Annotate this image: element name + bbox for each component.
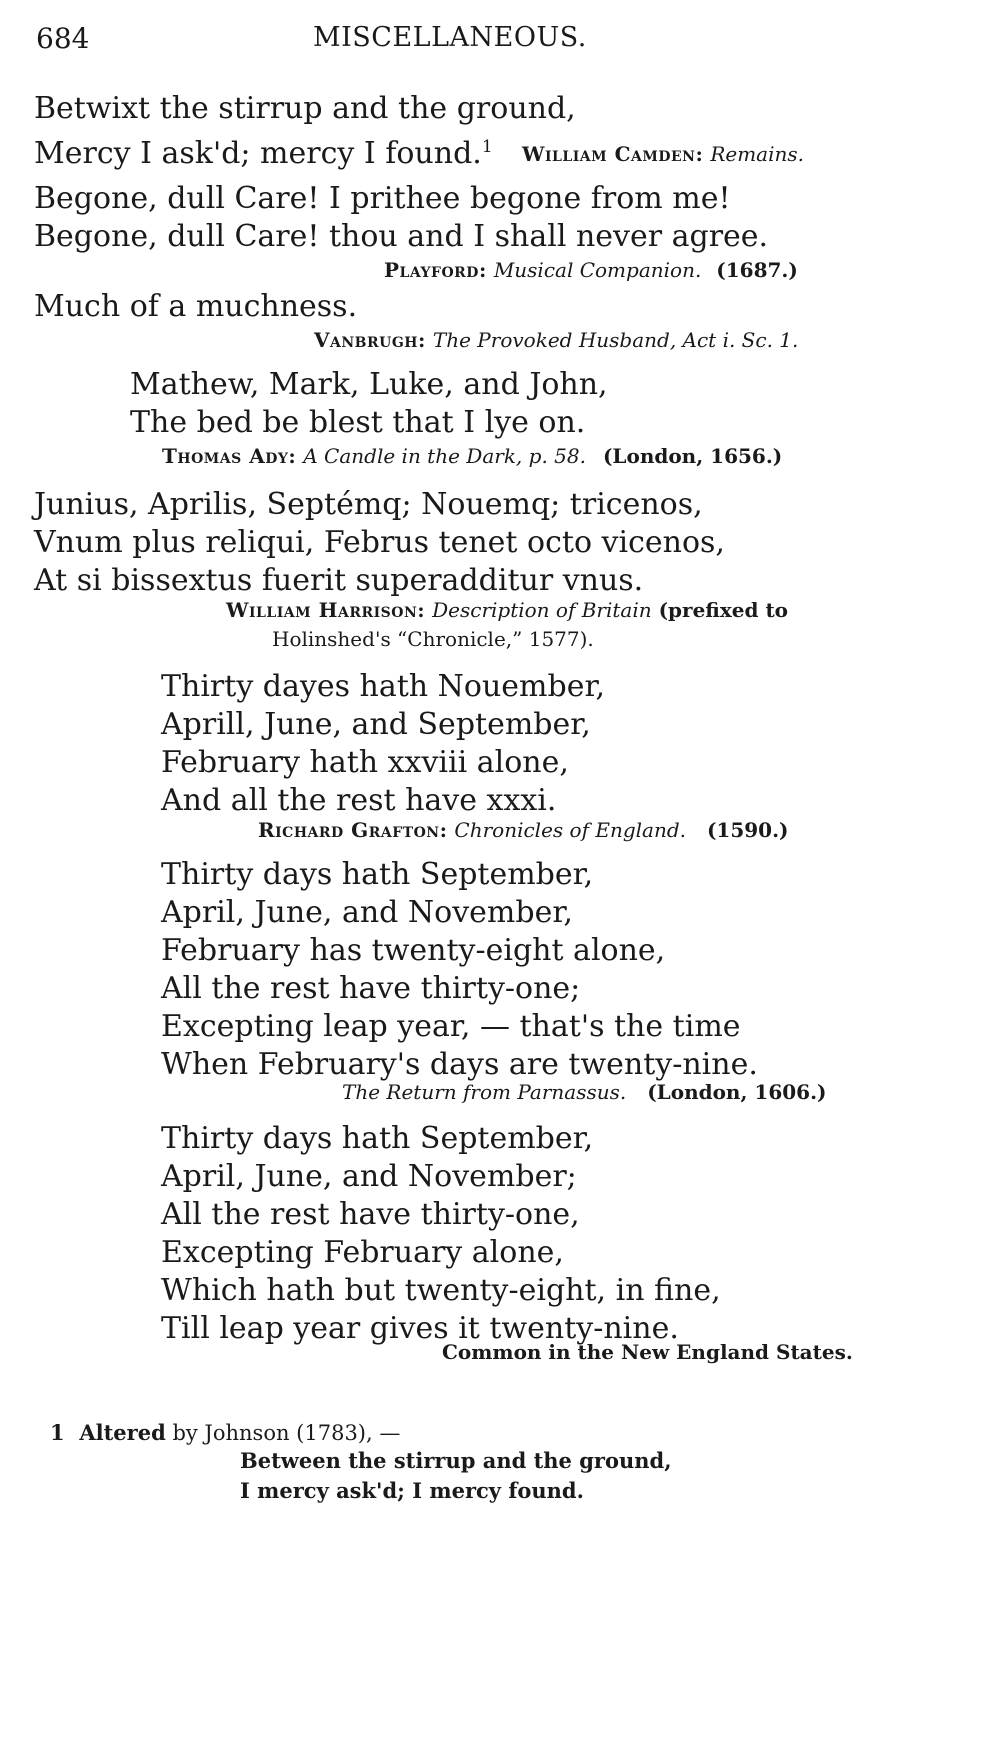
quotation-block — [34, 288, 357, 326]
citation-author: William Camden: — [522, 142, 704, 166]
citation-work: Remains. — [710, 142, 804, 166]
verse-line: February hath xxviii alone, — [161, 745, 569, 780]
verse-line: All the rest have thirty-one; — [161, 971, 581, 1006]
footnote-line: I mercy ask'd; I mercy found. — [240, 1478, 584, 1503]
verse-line: Begone, dull Care! I prithee begone from me! — [34, 181, 731, 216]
quotation-block — [130, 366, 608, 442]
citation-author: Vanbrugh: — [314, 328, 426, 352]
citation-work: Musical Companion. — [493, 258, 702, 282]
footnote — [50, 1420, 400, 1445]
verse-line — [34, 128, 576, 173]
citation-continuation: Holinshed's “Chronicle,” 1577). — [272, 627, 594, 651]
citation-date: (London, 1656.) — [602, 444, 783, 468]
verse-line: April, June, and November, — [161, 895, 573, 930]
citation-author: Thomas Ady: — [162, 444, 297, 468]
citation-date: (1590.) — [706, 818, 789, 842]
verse-line: The bed be blest that I lye on. — [130, 405, 586, 440]
verse-line: Begone, dull Care! thou and I shall never agree. — [34, 219, 769, 254]
verse-line: Aprill, June, and September, — [161, 707, 591, 742]
verse-line: Thirty days hath September, — [161, 857, 594, 892]
verse-line: At si bissextus fuerit superadditur vnus. — [34, 563, 644, 598]
verse-line: Till leap year gives it twenty-nine. — [161, 1311, 679, 1346]
footnote-text: by Johnson (1783), — — [172, 1421, 401, 1445]
verse-line: Thirty days hath September, — [161, 1121, 594, 1156]
citation-work: The Return from Parnassus. — [342, 1080, 627, 1104]
verse-line: All the rest have thirty-one, — [161, 1197, 580, 1232]
citation-note: (prefixed to — [658, 598, 789, 622]
page-number: 684 — [36, 22, 90, 55]
verse-line: April, June, and November; — [161, 1159, 577, 1194]
verse-line: Mathew, Mark, Luke, and John, — [130, 367, 608, 402]
verse-line: Excepting February alone, — [161, 1235, 564, 1270]
citation — [384, 258, 798, 282]
verse-line: Excepting leap year, — that's the time — [161, 1009, 741, 1044]
footnote-lead: Altered — [79, 1420, 166, 1445]
verse-line: February has twenty-eight alone, — [161, 933, 666, 968]
citation — [162, 444, 782, 468]
citation-author: William Harrison: — [226, 598, 426, 622]
citation — [522, 142, 804, 166]
running-title: MISCELLANEOUS. — [313, 22, 587, 53]
footnote-quote — [240, 1446, 672, 1506]
citation-author: Playford: — [384, 258, 487, 282]
citation-work: Chronicles of England. — [454, 818, 686, 842]
verse-line: Which hath but twenty-eight, in fine, — [161, 1273, 721, 1308]
citation — [342, 1080, 827, 1104]
verse-line: And all the rest have xxxi. — [161, 783, 557, 818]
citation-date: (1687.) — [716, 258, 798, 282]
citation — [226, 598, 788, 622]
citation-date: (London, 1606.) — [647, 1080, 827, 1104]
citation — [258, 818, 789, 842]
verse-line: Thirty dayes hath Nouember, — [161, 669, 606, 704]
footnote-line: Between the stirrup and the ground, — [240, 1448, 672, 1473]
quotation-block — [34, 486, 725, 600]
verse-line: Junius, Aprilis, Septémq; Nouemq; tricenos, — [34, 487, 703, 522]
quotation-block — [34, 90, 576, 173]
quotation-block — [161, 1120, 721, 1348]
citation — [442, 1340, 853, 1364]
citation-work: Description of Britain — [432, 598, 652, 622]
verse-line: Much of a muchness. — [34, 289, 358, 324]
footnote-marker: 1 — [481, 137, 493, 157]
verse-line-text: Mercy I ask'd; mercy I found. — [34, 136, 482, 171]
citation-author: Richard Grafton: — [258, 818, 448, 842]
verse-line: Betwixt the stirrup and the ground, — [34, 91, 576, 126]
citation-work: A Candle in the Dark, p. 58. — [303, 444, 586, 468]
citation — [314, 328, 798, 352]
quotation-block — [161, 856, 758, 1084]
footnote-marker: 1 — [50, 1420, 65, 1445]
verse-line: When February's days are twenty-nine. — [161, 1047, 758, 1082]
verse-line: Vnum plus reliqui, Februs tenet octo vicenos, — [34, 525, 725, 560]
citation-work: The Provoked Husband, Act i. Sc. 1. — [432, 328, 799, 352]
quotation-block — [161, 668, 605, 820]
quotation-block — [34, 180, 768, 256]
citation-note: Common in the New England States. — [442, 1340, 853, 1364]
